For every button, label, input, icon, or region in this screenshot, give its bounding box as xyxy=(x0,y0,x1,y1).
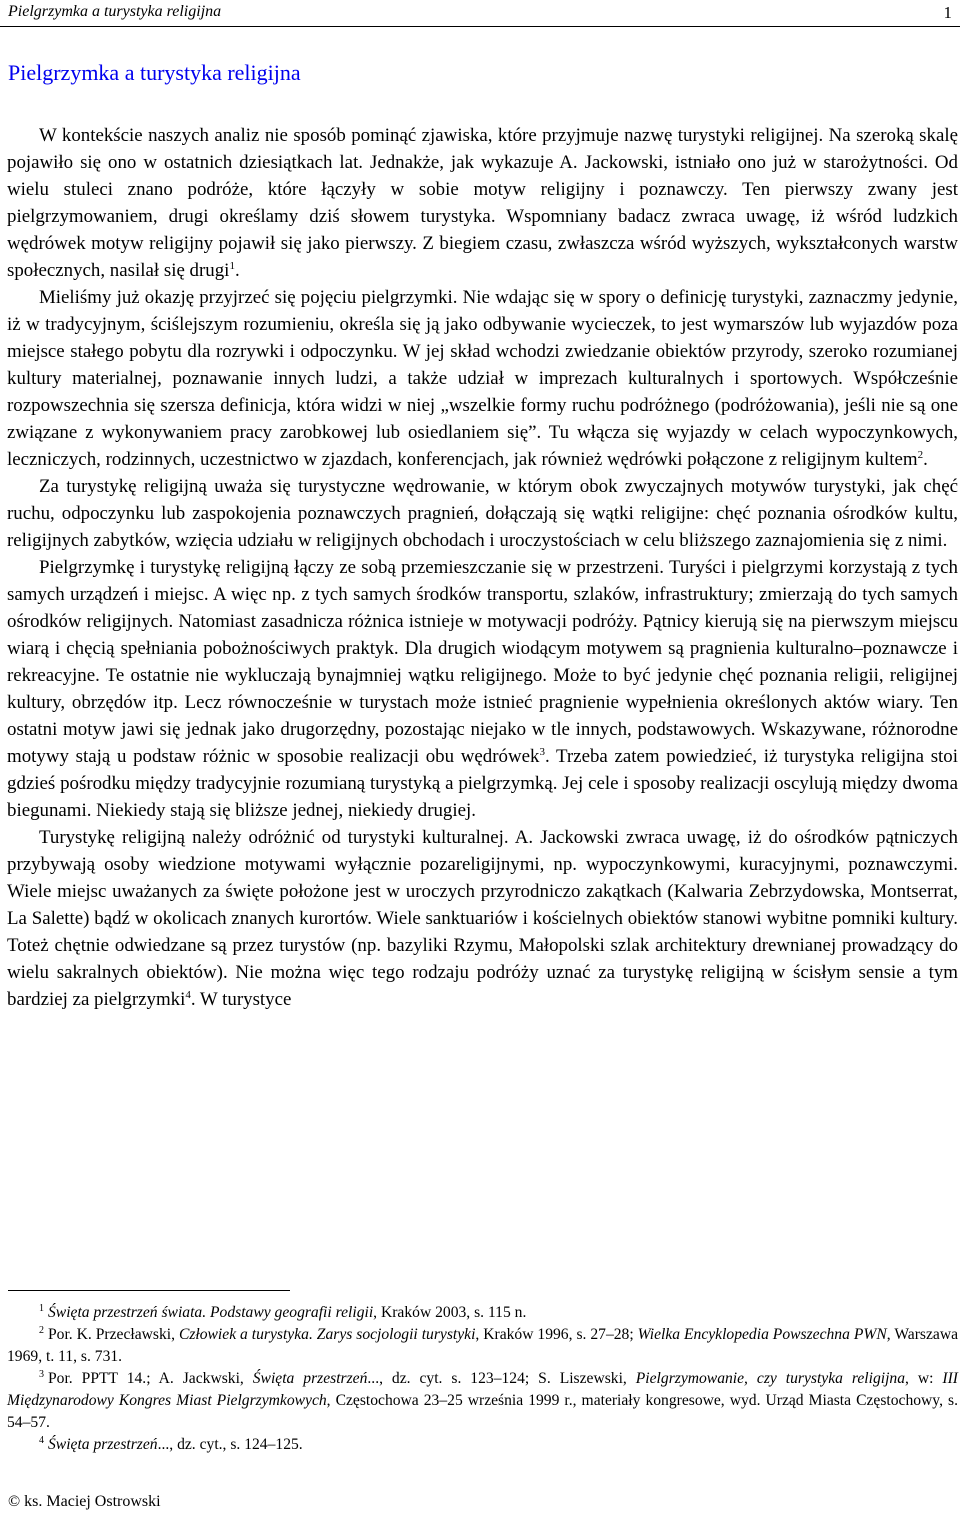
footnote-ref: 4 xyxy=(185,989,191,1001)
footnotes xyxy=(7,1302,958,1456)
text-run: Por. K. Przecławski, xyxy=(48,1326,179,1343)
text-run: Mieliśmy już okazję przyjrzeć się pojęciu pielgrzymki. Nie wdając się w spory o definicję turystyki, zaznaczmy jedynie, iż w tradycyjnym, ściślejszym rozumieniu, określa się ją jako odbywanie wycieczek, to jest wymarszów lub wyjazdów poza miejsce stałego pobytu dla rozrywki i odpoczynku. W jej skład wchodzi zwiedzanie obiektów przyrody, szeroko rozumianej kultury materialnej, poznawanie innych ludzi, a także udział w imprezach kulturalnych i sportowych. Współcześnie rozpowszechnia się szersza definicja, która widzi w niej „wszelkie formy ruchu podróżnego (podróżowania), jeśli nie są one związane z wykonywaniem pracy zarobkowej lub osiedlaniem się”. Tu włącza się wyjazdy w celach wypoczynkowych, leczniczych, rodzinnych, uczestnictwo w zjazdach, konferencjach, jak również wędrówki połączone z religijnym kultem xyxy=(7,287,958,470)
text-run: , Kraków 2003, s. 115 n. xyxy=(373,1304,527,1321)
footnote-ref: 1 xyxy=(229,260,235,272)
text-run: Pielgrzymkę i turystykę religijną łączy ze sobą przemieszczanie się w przestrzeni. Turyści i pielgrzymi korzystają z tych samych urządzeń i miejsc. A więc np. z tych samych środków transportu, szlaków, infrastruktury; zmierzają do tych samych ośrodków religijnych. Natomiast zasadnicza różnica istnieje w motywacji podróży. Pątnicy kierują się na pierwszym miejscu wiarą i chęcią spełniania pobożnościwych praktyk. Dla drugich wiodącym motywem są pragnienia kulturalno–poznawcze i rekreacyjne. Te ostatnie nie wykluczają bynajmniej wątku religijnego. Może to być jedynie chęć poznania religii, religijnej kultury, obrzędów itp. Lecz równocześnie w turystach może istnieć pragnienie wypełnienia określonych aktów wiary. Ten ostatni motyw jawi się jednak jako drugorzędny, pozostając niejako w tle innych, podstawowych. Wskazywane, różnorodne motywy stają u podstaw różnic w sposobie realizacji obu wędrówek xyxy=(7,557,958,767)
footnote xyxy=(7,1302,958,1324)
text-run: ..., dz. cyt., s. 124–125. xyxy=(157,1436,303,1453)
text-run: . Trzeba zatem powiedzieć, iż turystyka religijna stoi gdzieś pośrodku między tradycyjnie rozumianą turystyką a pielgrzymką. Jej cele i sposoby realizacji oscylują między dwoma biegunami. Niekiedy stają się bliższe jednej, niekiedy drugiej. xyxy=(7,746,958,821)
text-run: . xyxy=(923,449,928,470)
paragraph xyxy=(7,122,958,284)
text-run: . W turystyce xyxy=(190,989,292,1010)
page-footer: © ks. Maciej Ostrowski xyxy=(8,1493,161,1510)
footnote-ref: 3 xyxy=(39,1369,44,1380)
page-header xyxy=(0,0,960,27)
italic-text: Człowiek a turystyka. Zarys socjologii turystyki xyxy=(178,1326,476,1343)
footnote xyxy=(7,1368,958,1434)
text-run: Za turystykę religijną uważa się turystyczne wędrowanie, w którym obok zwyczajnych motywów turystyki, jak chęć ruchu, odpoczynku lub zaspokojenia poznawczych pragnień, dołączają się wątki religijne: chęć poznania ośrodków kultu, religijnych zabytków, wzięcia udziału w religijnych obchodach i uroczystościach w celu bliższego zaznajomienia się z nimi. xyxy=(7,476,958,551)
text-run: , Kraków 1996, s. 27–28; xyxy=(475,1326,638,1343)
running-header-title: Pielgrzymka a turystyka religijna xyxy=(8,3,222,20)
paragraph xyxy=(7,473,958,554)
text-run: , Częstochowa 23–25 września 1999 r., materiały kongresowe, wyd. Urząd Miasta Częstochowy, s. 54–57. xyxy=(7,1392,958,1431)
footnote xyxy=(7,1434,958,1456)
paragraph xyxy=(7,554,958,824)
footnote-ref: 3 xyxy=(539,746,545,758)
italic-text: Święta przestrzeń xyxy=(48,1436,158,1453)
paragraph xyxy=(7,284,958,473)
text-run: , w: xyxy=(905,1370,943,1387)
text-run: W kontekście naszych analiz nie sposób pominąć zjawiska, które przyjmuje nazwę turystyki religijnej. Na szeroką skalę pojawiło się ono w ostatnich dziesiątkach lat. Jednakże, jak wykazuje A. Jackowski, istniało ono już w starożytności. Od wielu stuleci znano podróże, które łączyły w sobie motyw religijny i poznawczy. Ten pierwszy zwany jest pielgrzymowaniem, drugi określamy dziś słowem turystyka. Wspomniany badacz zwraca uwagę, iż wśród ludzkich wędrówek motyw religijny pojawił się jako pierwszy. Z biegiem czasu, zwłaszcza wśród wyższych, wykształconych warstw społecznych, nasilał się drugi xyxy=(7,125,958,281)
page-number: 1 xyxy=(943,3,952,22)
text-run: Turystykę religijną należy odróżnić od turystyki kulturalnej. A. Jackowski zwraca uwagę, iż do ośrodków pątniczych przybywają osoby wiedzione motywami wyłącznie pozareligijnymi, np. wypoczynkowymi, kuracyjnymi, poznawczymi. Wiele miejsc uważanych za święte położone jest w uroczych przyrodniczo zakątkach (Kalwaria Zebrzydowska, Montserrat, La Salette) bądź w okolicach znanych kurortów. Wiele sanktuariów i kościelnych obiektów stanowi wybitne pomniki kultury. Toteż chętnie odwiedzane są przez turystów (np. bazyliki Rzymu, Małopolski szlak architektury drewnianej prowadzący do wielu sakralnych obiektów). Nie można więc tego rodzaju podróży uznać za turystykę religijną w ścisłym sensie a tym bardziej za pielgrzymki xyxy=(7,827,958,1010)
footnote-ref: 2 xyxy=(917,449,924,461)
text-run: . xyxy=(234,260,240,281)
footnote-ref: 2 xyxy=(39,1325,44,1336)
text-run: Por. PPTT 14.; A. Jackwski, xyxy=(48,1370,253,1387)
italic-text: Święta przestrzeń xyxy=(252,1370,368,1387)
footnote-ref: 4 xyxy=(39,1435,44,1446)
paragraph xyxy=(7,824,958,1013)
italic-text: Pielgrzymowanie, czy turystyka religijna xyxy=(635,1370,906,1387)
footnote xyxy=(7,1324,958,1368)
footnote-ref: 1 xyxy=(39,1303,44,1314)
footnote-separator xyxy=(8,1290,290,1291)
text-run: ..., dz. cyt. s. 123–124; S. Liszewski, xyxy=(367,1370,636,1387)
italic-text: Święta przestrzeń świata. Podstawy geografii religii xyxy=(48,1304,374,1321)
body-text xyxy=(7,122,958,1013)
document-title: Pielgrzymka a turystyka religijna xyxy=(8,60,301,85)
text-run: , Warszawa 1969, t. 11, s. 731. xyxy=(7,1326,959,1365)
italic-text: Wielka Encyklopedia Powszechna PWN xyxy=(637,1326,887,1343)
italic-text: III Międzynarodowy Kongres Miast Pielgrzymkowych xyxy=(7,1370,958,1409)
